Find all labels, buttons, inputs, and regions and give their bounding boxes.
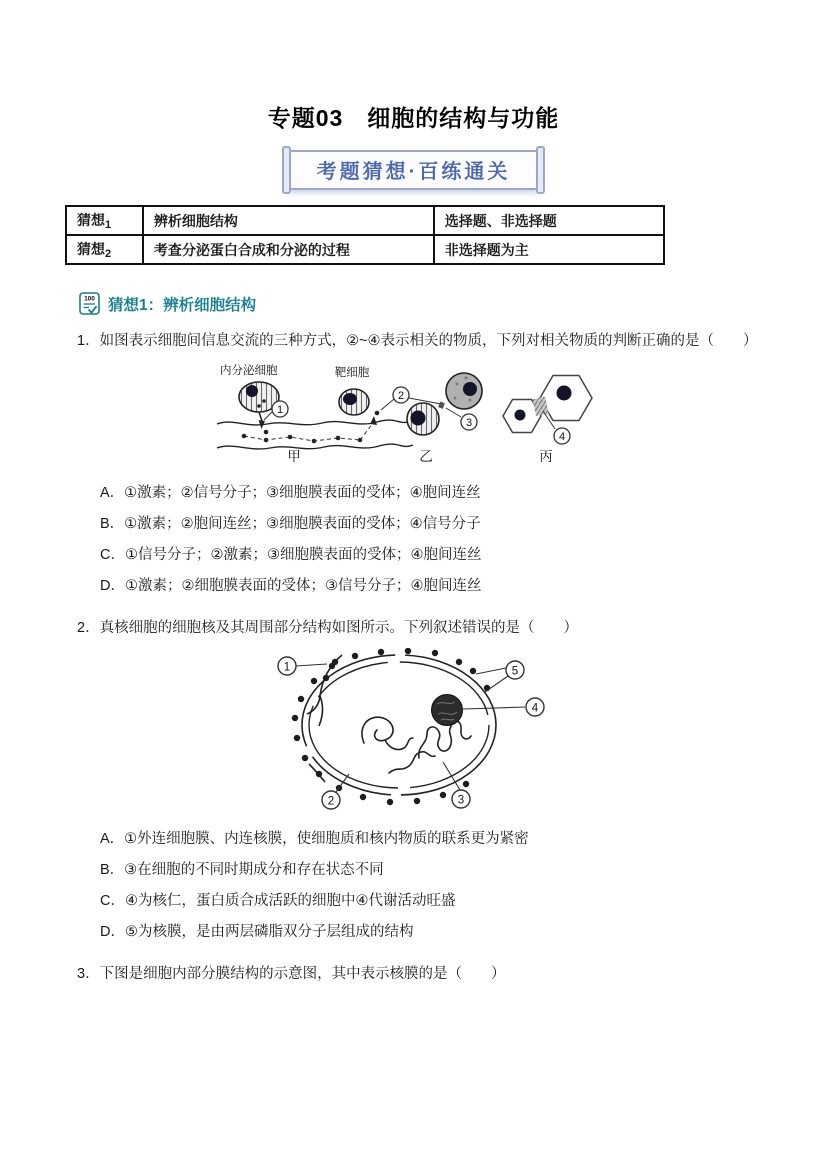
exam-score-icon	[79, 292, 100, 315]
group-jia-label: 甲	[286, 449, 301, 465]
panel-yi	[381, 373, 482, 464]
figure-nucleus	[269, 648, 559, 818]
panel-bing	[503, 376, 592, 465]
nuclear-envelope	[302, 655, 496, 795]
target-cell-label: 靶细胞	[334, 367, 369, 380]
option-row: B．③在细胞的不同时期成分和存在状态不同	[100, 861, 384, 878]
page-title: 专题03 细胞的结构与功能	[267, 105, 560, 131]
svg-text:100: 100	[84, 295, 95, 303]
callout-4	[463, 698, 544, 716]
svg-text:1: 1	[283, 661, 290, 674]
guess-num: 1	[105, 219, 112, 231]
table-row	[66, 206, 664, 235]
option-row: A．①激素；②信号分子；③细胞膜表面的受体；④胞间连丝	[100, 485, 481, 502]
question-1-stem: 1．如图表示细胞间信息交流的三种方式，②~④表示相关的物质，下列对相关物质的判断正确的是（ ）	[77, 333, 758, 349]
nucleolus	[431, 694, 462, 725]
callout-5	[476, 661, 524, 692]
guess-2-content-cell: 考查分泌蛋白合成和分泌的过程	[143, 235, 434, 264]
guess-2-label-cell	[66, 235, 143, 264]
svg-text:4: 4	[558, 431, 565, 444]
svg-text:2: 2	[397, 390, 404, 403]
question-2-options	[100, 824, 762, 948]
banner-endcap-right-icon	[536, 146, 545, 194]
section-title: 猜想1：辨析细胞结构	[108, 296, 257, 314]
guess-1-content-cell: 辨析细胞结构	[143, 206, 434, 235]
banner-endcap-left-icon	[282, 146, 291, 194]
guess-1-type-cell: 选择题、非选择题	[434, 206, 664, 235]
option-row: A．①外连细胞膜、内连核膜，使细胞质和核内物质的联系更为紧密	[100, 830, 529, 847]
svg-text:4: 4	[531, 702, 538, 715]
callout-2	[322, 774, 349, 809]
svg-text:5: 5	[511, 665, 518, 678]
question-2-stem: 2．真核细胞的细胞核及其周围部分结构如图所示。下列叙述错误的是（ ）	[77, 620, 579, 637]
endocrine-cell-label: 内分泌细胞	[219, 365, 277, 378]
svg-text:2: 2	[327, 795, 334, 808]
svg-text:3: 3	[465, 417, 472, 430]
svg-text:1: 1	[276, 404, 283, 417]
summary-table	[65, 205, 665, 265]
question-3-stem: 3．下图是细胞内部分膜结构的示意图，其中表示核膜的是（ ）	[77, 965, 506, 982]
option-row: D．①激素；②细胞膜表面的受体；③信号分子；④胞间连丝	[100, 578, 482, 595]
guess-2-type-cell: 非选择题为主	[434, 235, 664, 264]
guess-num: 2	[105, 248, 112, 260]
guess-label: 猜想	[77, 241, 105, 257]
banner-text: 考题猜想·百练通关	[289, 150, 539, 190]
table-row	[66, 235, 664, 264]
question-1-options	[100, 478, 762, 602]
option-row: D．⑤为核膜，是由两层磷脂双分子层组成的结构	[100, 923, 414, 940]
option-row: B．①激素；②胞间连丝；③细胞膜表面的受体；④信号分子	[100, 516, 481, 533]
callout-1	[278, 657, 327, 675]
group-bing-label: 丙	[538, 449, 553, 465]
group-yi-label: 乙	[418, 449, 433, 465]
section-header	[79, 292, 762, 315]
svg-text:3: 3	[457, 794, 464, 807]
guess-1-label-cell	[66, 206, 143, 235]
panel-jia	[217, 363, 413, 464]
banner	[289, 150, 539, 190]
callout-3	[446, 408, 477, 430]
option-row: C．①信号分子；②激素；③细胞膜表面的受体；④胞间连丝	[100, 547, 482, 564]
option-row: C．④为核仁，蛋白质合成活跃的细胞中④代谢活动旺盛	[100, 892, 456, 909]
chromatin	[361, 717, 470, 773]
figure-cell-communication	[214, 360, 614, 472]
guess-label: 猜想	[77, 212, 105, 228]
er-membrane	[307, 655, 342, 782]
